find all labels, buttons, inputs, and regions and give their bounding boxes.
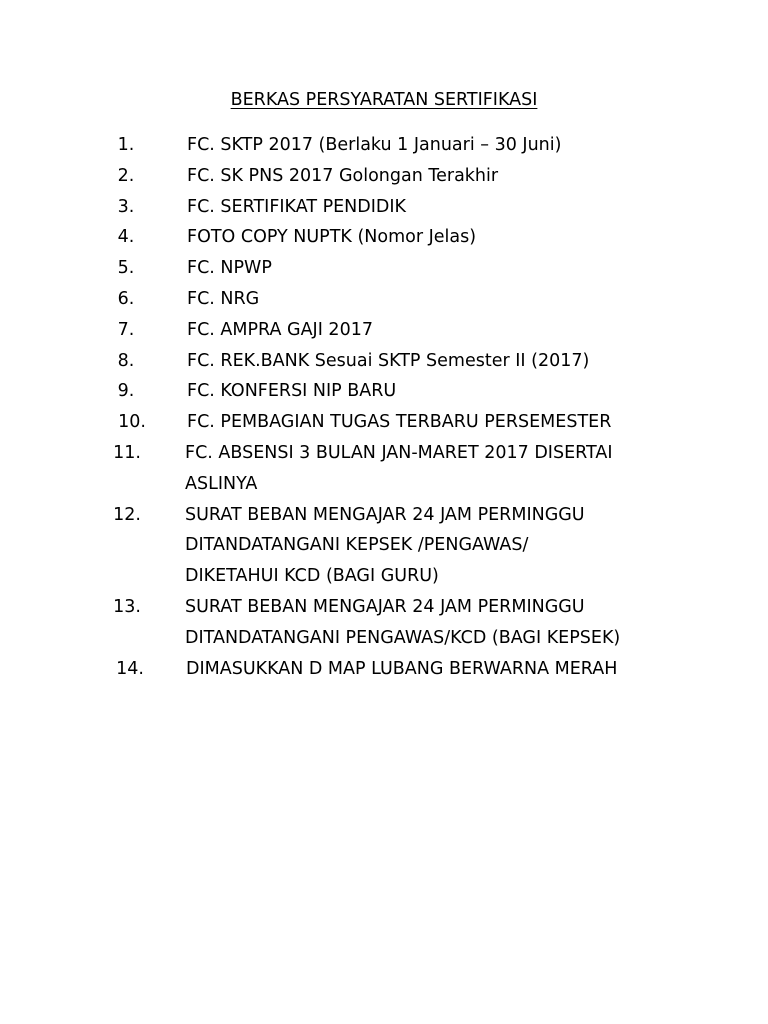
- list-item-text: DIMASUKKAN D MAP LUBANG BERWARNA MERAH: [186, 658, 618, 679]
- list-item-text: FC. REK.BANK Sesuai SKTP Semester II (2017): [187, 350, 590, 371]
- list-item: [0, 253, 768, 284]
- list-item-text: FC. SKTP 2017 (Berlaku 1 Januari – 30 Juni): [187, 135, 562, 155]
- list-item-number: 5.: [117, 258, 135, 279]
- list-item-text: FC. NPWP: [187, 258, 272, 279]
- list-item: [0, 192, 768, 223]
- list-item-text: FC. PEMBAGIAN TUGAS TERBARU PERSEMESTER: [187, 412, 612, 433]
- list-item: [0, 654, 768, 685]
- list-item: [0, 376, 768, 407]
- list-item: [0, 500, 768, 592]
- list-item-number: 7.: [117, 319, 135, 340]
- list-item-text: SURAT BEBAN MENGAJAR 24 JAM PERMINGGU DITANDATANGANI KEPSEK /PENGAWAS/ DIKETAHUI KCD (BAGI GURU): [185, 504, 585, 587]
- list-item-text: FOTO COPY NUPTK (Nomor Jelas): [187, 227, 477, 248]
- list-item: [0, 438, 768, 500]
- list-item-text: FC. SK PNS 2017 Golongan Terakhir: [187, 165, 499, 186]
- list-item: [0, 346, 768, 377]
- list-item-number: 3.: [117, 196, 135, 217]
- list-item-number: 9.: [117, 381, 135, 402]
- list-item-number: 8.: [117, 350, 135, 371]
- list-item-number: 13.: [113, 596, 141, 617]
- requirements-list: [0, 130, 768, 684]
- list-item-text: FC. KONFERSI NIP BARU: [187, 381, 397, 402]
- list-item-text: FC. AMPRA GAJI 2017: [187, 319, 373, 340]
- list-item-number: 4.: [117, 227, 135, 248]
- list-item-number: 6.: [117, 288, 135, 309]
- list-item: [0, 407, 768, 438]
- list-item: [0, 592, 768, 654]
- list-item-number: 11.: [113, 442, 141, 463]
- list-item: [0, 315, 768, 346]
- list-item-text: FC. ABSENSI 3 BULAN JAN-MARET 2017 DISERTAI ASLINYA: [185, 442, 613, 494]
- list-item: [0, 222, 768, 253]
- list-item: [0, 161, 768, 192]
- list-item-text: FC. SERTIFIKAT PENDIDIK: [187, 196, 407, 217]
- list-item-text: FC. NRG: [187, 288, 260, 309]
- list-item: [0, 130, 768, 161]
- list-item-text: SURAT BEBAN MENGAJAR 24 JAM PERMINGGU DITANDATANGANI PENGAWAS/KCD (BAGI KEPSEK): [185, 596, 621, 648]
- list-item-number: 2.: [117, 165, 135, 186]
- document-title: BERKAS PERSYARATAN SERTIFIKASI: [230, 90, 538, 110]
- list-item-number: 1.: [117, 135, 135, 155]
- list-item-number: 10.: [118, 412, 146, 433]
- list-item-number: 14.: [116, 658, 144, 679]
- list-item: [0, 284, 768, 315]
- list-item-number: 12.: [113, 504, 141, 525]
